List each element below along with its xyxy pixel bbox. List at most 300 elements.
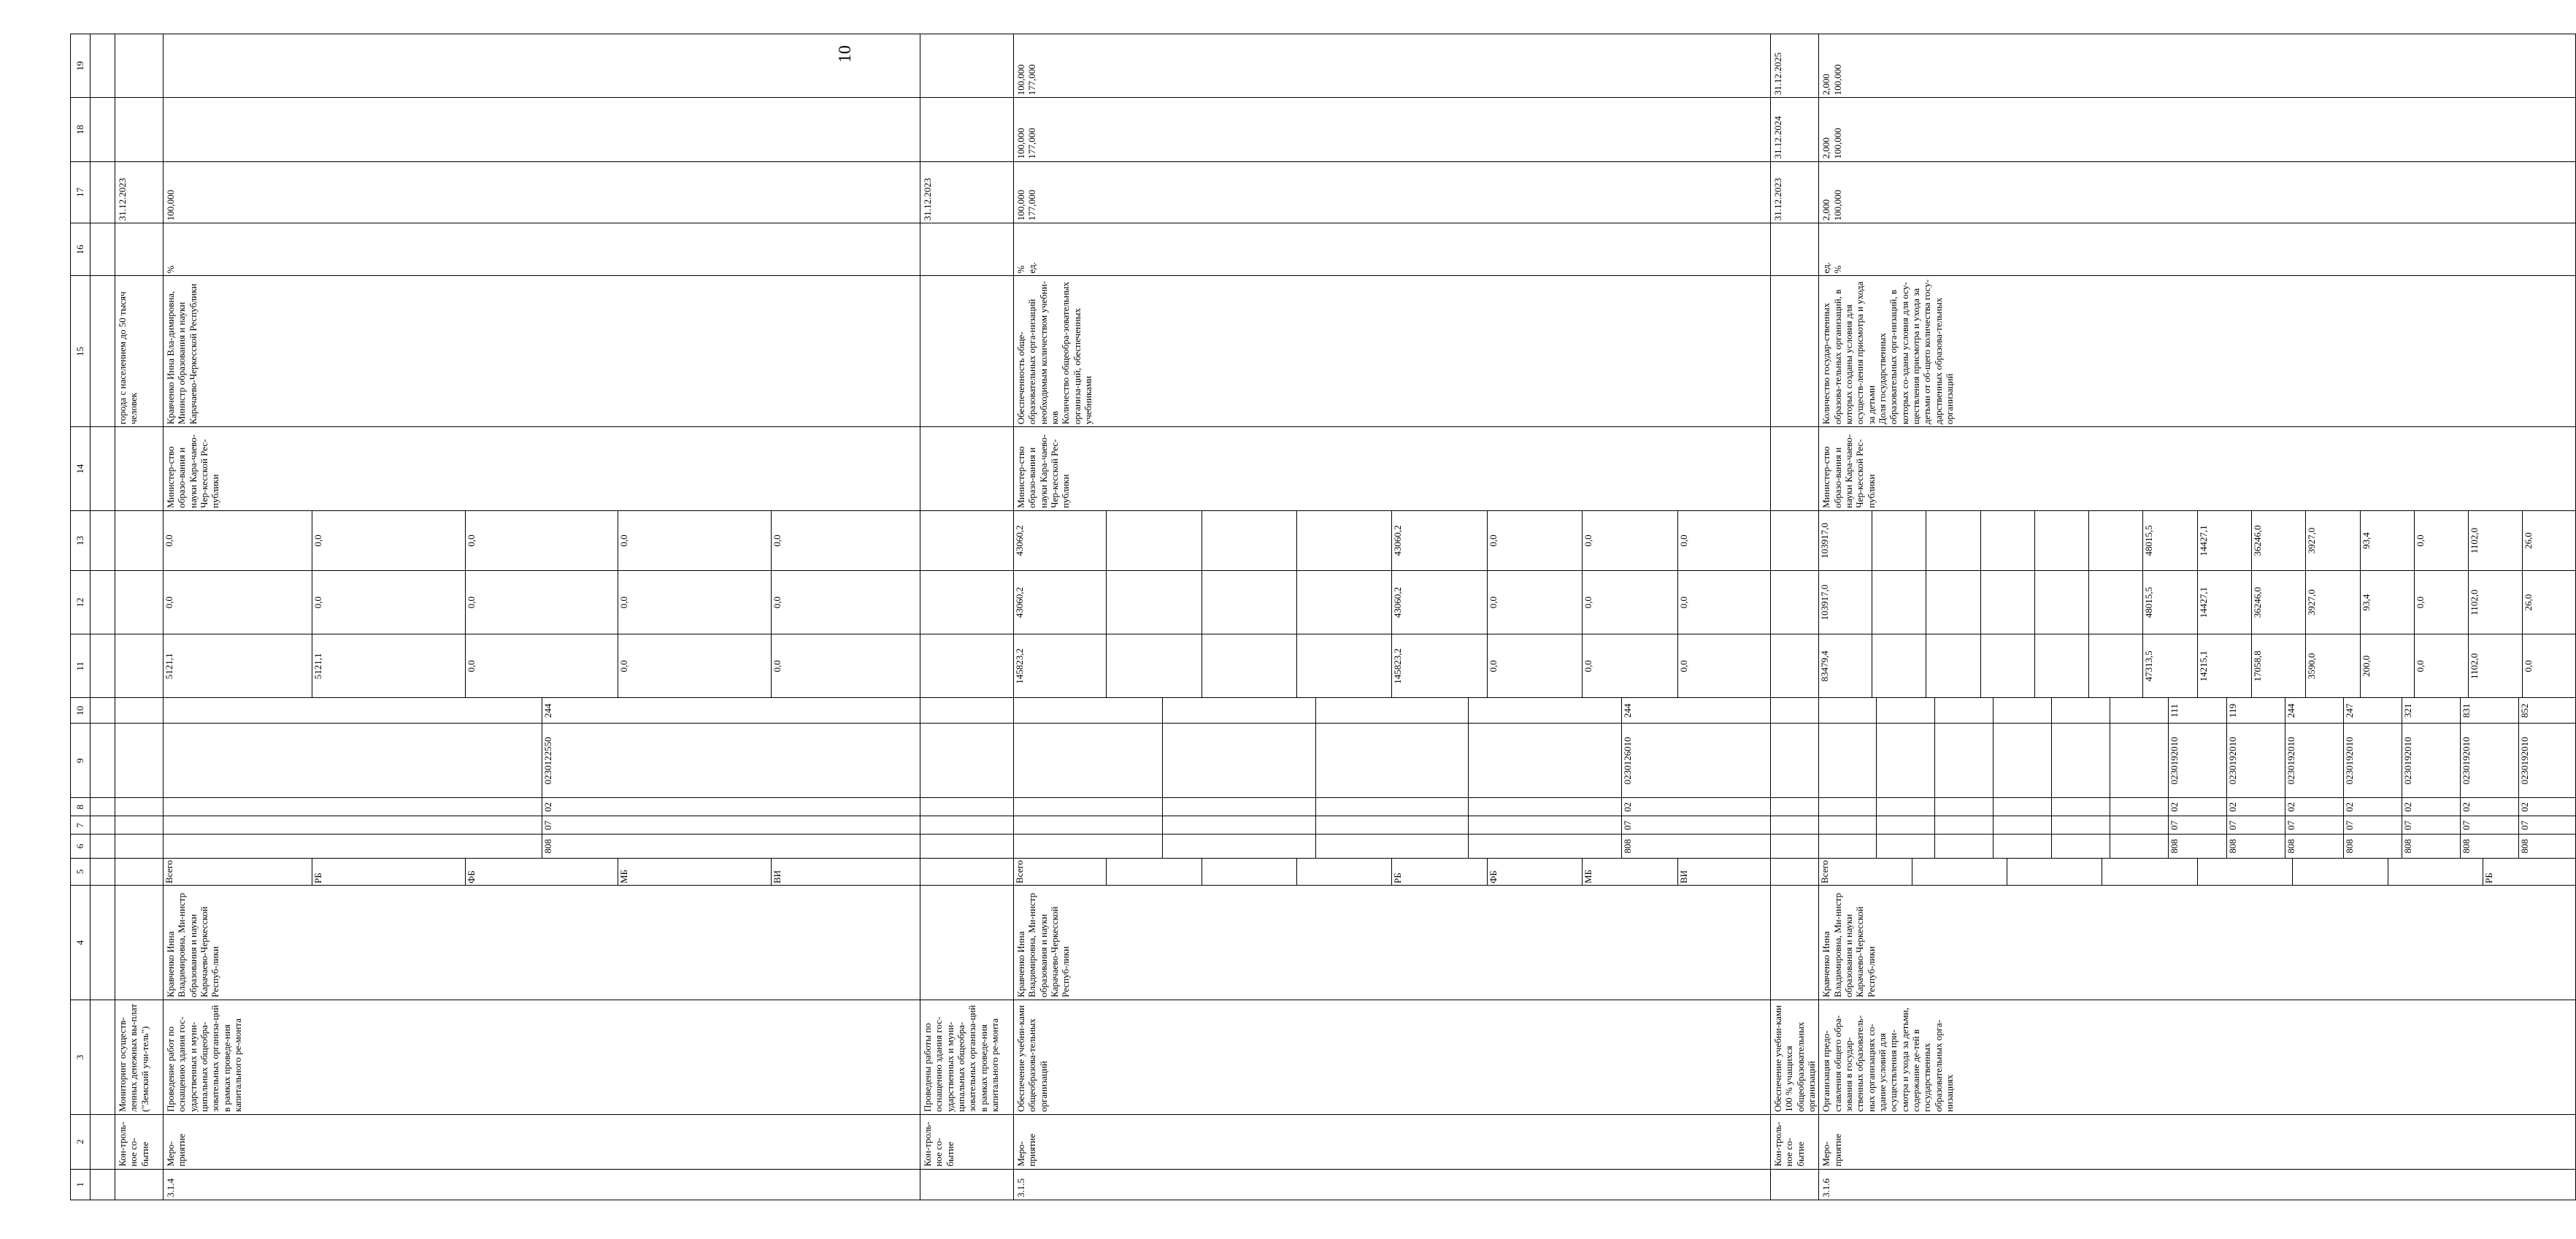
sub-value: 1102,0 [2469,634,2523,697]
sub-value [1819,835,1876,857]
cell-value-2023: 2,000 100,000 [1819,161,2576,223]
sub-value: РБ [2483,872,2494,884]
sub-value [1876,798,1934,816]
cell-type [91,1114,115,1169]
sub-value: 14427,1 [2197,571,2251,634]
sub-value [1107,571,1202,634]
sub-value [1926,511,1980,570]
sub-value [1469,724,1622,797]
cell-unit: % ед. [1014,223,1771,276]
cell-indicator: Обеспеченность обще-образовательных орга-низаций необходимым количеством учебни-ков Количество общеобра-зовательных организа-ций, обеспеченных учебниками [1014,276,1771,427]
sub-value: 02 [2402,798,2460,816]
cell-csr [115,724,164,798]
sub-value [1297,634,1392,697]
sub-values [1819,724,2575,797]
sub-value [2051,724,2110,797]
cell-name: Проведение работ по оснащению здания гос-ударственных и муни-ципальных общеобра-зовательных организа-ций в рамках проведе-ния капитального ре-монта [164,1000,920,1114]
sub-value: 0,0 [2414,511,2468,570]
cell-type: Кон-троль-ное со-бытие [1771,1114,1819,1169]
table-row [91,34,115,1200]
sub-value: 07 [2285,816,2343,834]
sub-value [1912,859,2007,885]
sub-value: 244 [2285,698,2343,723]
sub-value: 0,0 [1677,660,1689,672]
sub-value [1202,634,1296,697]
sub-values [1014,798,1770,816]
sub-value [1934,724,1993,797]
cell-executor [115,427,164,511]
sub-value: 3927,0 [2306,511,2360,570]
cell-num [91,1169,115,1200]
sub-value [1297,571,1392,634]
cell-grbs [91,835,115,858]
sub-value: 02 [2168,798,2226,816]
sub-value [1014,835,1163,857]
sub-value: 145823,2 [1014,634,1107,697]
sub-value [2089,511,2143,570]
sub-value: 36246,0 [2252,511,2306,570]
sub-value: 48015,5 [2143,571,2197,634]
sub-value: 808 [2460,835,2518,857]
cell-indicator [91,276,115,427]
sub-value: 0,0 [1677,597,1689,609]
header-cell-7: 7 [71,816,91,835]
sub-value [1993,835,2051,857]
header-cell-19: 19 [71,34,91,98]
sub-value: 0,0 [465,571,618,634]
sub-value: 808 [2518,839,2530,854]
sub-value: ВИ [771,870,783,884]
sub-value [2034,634,2088,697]
sub-value [2051,698,2110,723]
sub-value [1014,798,1163,816]
cell-value-2023 [91,161,115,223]
sub-value [1163,798,1316,816]
cell-num: 3.1.4 [164,1169,920,1200]
sub-values [164,798,920,816]
sub-value: 3927,0 [2306,571,2360,634]
cell-value-2024 [91,98,115,161]
sub-value [2089,634,2143,697]
cell-sum-2025 [1771,510,1819,570]
sub-value: 0,0 [1677,534,1689,547]
sub-value: 0,0 [2523,660,2534,672]
sub-value [1872,571,1926,634]
sub-value [1107,511,1202,570]
sub-value: 0230192010 [2343,724,2402,797]
sub-value: Всего [1819,859,1912,885]
sub-value [1980,511,2034,570]
sub-value: 3590,0 [2306,634,2360,697]
sub-value [1819,698,1876,723]
sub-value: 0,0 [312,571,466,634]
header-cell-12: 12 [71,571,91,634]
sub-value [1014,724,1163,797]
cell-rz [1819,816,2576,835]
cell-responsible [115,886,164,1000]
cell-value-2023: 100,000 177,000 [1014,161,1771,223]
sub-value [1163,835,1316,857]
sub-value [2197,859,2292,885]
sub-value [1819,798,1876,816]
cell-csr [1014,724,1771,798]
cell-num [1771,1169,1819,1200]
sub-value: ВИ [1677,870,1689,884]
cell-responsible: Кравченко Инна Владимировна, Ми-нистр образования и науки Карачаево-Черкесской Респуб-лики [1819,886,2576,1000]
sub-value: 26,0 [2523,532,2534,549]
cell-sum-2023 [115,634,164,698]
sub-value [1163,698,1316,723]
sub-value [1993,798,2051,816]
sub-value [2007,859,2102,885]
sub-value: Всего [164,859,312,885]
sub-value [1315,798,1469,816]
sub-value [1934,698,1993,723]
sub-value [1876,724,1934,797]
sub-value: 93,4 [2360,511,2414,570]
cell-sum-2025 [920,510,1014,570]
cell-csr [1819,724,2576,798]
cell-sum-2025 [164,510,920,570]
cell-sum-2023 [1771,634,1819,698]
cell-source [1819,858,2576,885]
cell-sum-2023 [164,634,920,698]
sub-value: 83479,4 [1819,634,1872,697]
cell-sum-2024 [1771,571,1819,634]
sub-value: 17058,8 [2252,634,2306,697]
sub-value [1934,835,1993,857]
sub-value: 111 [2168,698,2226,723]
sub-values [1819,816,2575,834]
sub-value: 0,0 [771,597,783,609]
cell-value-2023: 31.12.2023 [1771,161,1819,223]
header-cell-15: 15 [71,276,91,427]
sub-value [1819,816,1876,834]
cell-value-2023: 100,000 [164,161,920,223]
sub-values [1014,724,1770,797]
cell-sum-2024 [115,571,164,634]
sub-value [1107,859,1202,885]
sub-value [164,835,542,857]
sub-value [1469,698,1622,723]
sub-value: 0230192010 [2518,737,2530,785]
cell-num [920,1169,1014,1200]
cell-source [1014,858,1771,885]
cell-source [1771,858,1819,885]
header-cell-2: 2 [71,1114,91,1169]
cell-value-2024: 100,000 177,000 [1014,98,1771,161]
sub-value [1469,798,1622,816]
sub-value: 321 [2402,698,2460,723]
sub-value: 247 [2343,698,2402,723]
sub-value: 119 [2226,698,2285,723]
cell-vr [115,698,164,724]
cell-vr [1771,698,1819,724]
page-number: 10 [836,45,855,63]
cell-sum-2025 [115,510,164,570]
sub-value: 0230192010 [2168,724,2226,797]
sub-value [1876,698,1934,723]
cell-grbs [1014,835,1771,858]
sub-value [2110,698,2168,723]
sub-values [164,511,920,570]
cell-executor [1771,427,1819,511]
sub-value: 02 [2226,798,2285,816]
cell-executor: Министер-ство образо-вания и науки Кара-чаево-Чер-кесской Рес-публики [1014,427,1771,511]
sub-value: 0,0 [1583,634,1677,697]
cell-pr [91,798,115,816]
header-cell-1: 1 [71,1169,91,1200]
sub-value: 43060,2 [1392,571,1487,634]
sub-values [1014,816,1770,834]
cell-sum-2024 [1819,571,2576,634]
cell-responsible [920,886,1014,1000]
sub-values [164,724,920,797]
sub-value [1980,571,2034,634]
sub-value [1872,511,1926,570]
cell-sum-2024 [164,571,920,634]
sub-value [1876,816,1934,834]
sub-value: ФБ [465,859,618,885]
table-row [1771,34,1819,1200]
cell-type: Меро-приятие [1014,1114,1771,1169]
cell-value-2024 [115,98,164,161]
cell-responsible [1771,886,1819,1000]
cell-sum-2023 [920,634,1014,698]
cell-sum-2024 [920,571,1014,634]
rotated-table-frame [70,34,2534,1200]
sub-values [164,571,920,634]
sub-value: 831 [2460,698,2518,723]
cell-grbs [1819,835,2576,858]
sub-value: 808 [2168,835,2226,857]
sub-value [2110,798,2168,816]
header-cell-9: 9 [71,724,91,798]
cell-pr [1819,798,2576,816]
sub-value [2102,859,2197,885]
sub-value: 103917,0 [1819,511,1872,570]
sub-value: 0,0 [2414,571,2468,634]
sub-value: 852 [2518,703,2530,718]
cell-value-2025 [164,34,920,98]
cell-indicator [920,276,1014,427]
cell-pr [115,798,164,816]
sub-value [1993,698,2051,723]
sub-value [1315,698,1469,723]
header-cell-14: 14 [71,427,91,511]
sub-value: 43060,2 [1014,511,1107,570]
sub-value: 07 [1621,820,1633,830]
cell-unit: % [164,223,920,276]
sub-value [1926,634,1980,697]
sub-value [1014,698,1163,723]
sub-values [1014,634,1770,697]
sub-value [1315,835,1469,857]
sub-value [1934,798,1993,816]
cell-csr [91,724,115,798]
cell-value-2025 [920,34,1014,98]
cell-sum-2025 [1014,510,1771,570]
cell-csr [164,724,920,798]
sub-value: 47313,5 [2143,634,2197,697]
sub-value [1107,634,1202,697]
sub-values [1014,859,1770,885]
sub-value: МБ [1583,859,1677,885]
sub-value: 43060,2 [1014,571,1107,634]
cell-grbs [115,835,164,858]
sub-value: 808 [1621,839,1633,854]
sub-values [1819,859,2575,885]
sub-value: 07 [2518,820,2530,830]
header-row [71,34,91,1200]
sub-value: 07 [2226,816,2285,834]
table-row [920,34,1014,1200]
sub-value [1872,634,1926,697]
cell-grbs [1771,835,1819,858]
cell-grbs [920,835,1014,858]
sub-value: 0,0 [1583,571,1677,634]
cell-source [115,858,164,885]
cell-value-2024 [164,98,920,161]
cell-unit [115,223,164,276]
sub-value [2089,571,2143,634]
header-cell-3: 3 [71,1000,91,1114]
header-cell-5: 5 [71,858,91,885]
cell-sum-2023 [1014,634,1771,698]
sub-value: 808 [542,839,553,854]
header-cell-6: 6 [71,835,91,858]
sub-value: 07 [542,820,553,830]
sub-value [1163,724,1316,797]
sub-value [2293,859,2388,885]
sub-values [164,835,920,857]
sub-value: 0230192010 [2402,724,2460,797]
cell-vr [91,698,115,724]
cell-rz [920,816,1014,835]
sub-value: 0,0 [1487,634,1582,697]
sub-value: 0230122550 [542,737,553,785]
cell-name: Проведены работы по оснащению здания гос-ударственных и муни-ципальных общеобра-зовательных организа-ций в рамках проведе-ния капитального ре-монта [920,1000,1014,1114]
cell-executor: Министер-ство образо-вания и науки Кара-чаево-Чер-кесской Рес-публики [1819,427,2576,511]
sub-value: 07 [2460,816,2518,834]
cell-executor [920,427,1014,511]
sub-value [1876,835,1934,857]
sub-value: 07 [2343,816,2402,834]
cell-responsible: Кравченко Инна Владимировна, Ми-нистр образования и науки Карачаево-Черкесской Респуб-лики [164,886,920,1000]
header-cell-17: 17 [71,161,91,223]
cell-pr [920,798,1014,816]
sub-values [164,859,920,885]
sub-value: 48015,5 [2143,511,2197,570]
sub-value: 0,0 [1487,571,1582,634]
cell-value-2023: 31.12.2023 [115,161,164,223]
sub-value: 02 [2285,798,2343,816]
sub-value: 0,0 [771,534,783,547]
cell-sum-2023 [91,634,115,698]
cell-source [164,858,920,885]
sub-value: Всего [1014,859,1107,885]
sub-value: 0230192010 [2460,724,2518,797]
cell-indicator: Кравченко Инна Вла-димировна, Министр образования и науки Карачаево-Черкесской Республики [164,276,920,427]
sub-value: МБ [618,859,772,885]
cell-sum-2025 [1819,510,2576,570]
cell-name [91,1000,115,1114]
sub-value [2034,571,2088,634]
cell-type: Меро-приятие [1819,1114,2576,1169]
cell-csr [920,724,1014,798]
cell-grbs [164,835,920,858]
cell-vr [1819,698,2576,724]
sub-value: 0230126010 [1621,737,1633,785]
sub-values [1819,835,2575,857]
sub-value: 02 [2518,802,2530,812]
sub-value [2051,835,2110,857]
sub-value: 0,0 [465,634,618,697]
sub-value: 02 [542,802,553,812]
sub-value [2034,511,2088,570]
sub-value: 14427,1 [2197,511,2251,570]
cell-name: Обеспечение учебни-ками общеобразова-тельных организаций [1014,1000,1771,1114]
sub-value: 43060,2 [1392,511,1487,570]
cell-csr [1771,724,1819,798]
sub-value: 5121,1 [312,634,466,697]
cell-unit: ед. % [1819,223,2576,276]
cell-vr [1014,698,1771,724]
sub-value: 808 [2343,835,2402,857]
cell-value-2025 [91,34,115,98]
sub-value: 02 [2343,798,2402,816]
cell-name: Организация предо-ставления общего обра-зования в государ-ственных образователь-ных организациях со-здание условий для осуществления при-смотра и ухода за детьми, содержание де-тей в государственных образовательных орга-низациях [1819,1000,2576,1114]
sub-value: 808 [2402,835,2460,857]
sub-value: 5121,1 [164,634,312,697]
cell-pr [1014,798,1771,816]
sub-value [1819,724,1876,797]
cell-indicator [1771,276,1819,427]
cell-source [91,858,115,885]
cell-responsible: Кравченко Инна Владимировна, Ми-нистр образования и науки Карачаево-Черкесской Респуб-лики [1014,886,1771,1000]
cell-executor [91,427,115,511]
sub-value: 0230192010 [2226,724,2285,797]
cell-pr [1771,798,1819,816]
cell-name: Обеспечение учебни-ками 100 % учащихся общеобразовательных организаций [1771,1000,1819,1114]
cell-unit [91,223,115,276]
sub-value: 0,0 [312,511,466,570]
sub-value: 0230192010 [2285,724,2343,797]
sub-value [164,698,542,723]
sub-value [164,724,542,797]
header-cell-13: 13 [71,510,91,570]
cell-num: 3.1.6 [1819,1169,2576,1200]
cell-value-2024: 2,000 100,000 [1819,98,2576,161]
plan-table [70,34,2576,1200]
cell-name: Мониторинг осуществ-ленных денежных вы-плат ("Земский учи-тель") [115,1000,164,1114]
cell-num: 3.1.5 [1014,1169,1771,1200]
cell-pr [164,798,920,816]
cell-sum-2024 [91,571,115,634]
cell-value-2025: 100,000 177,000 [1014,34,1771,98]
sub-value [164,816,542,834]
sub-value [1297,511,1392,570]
sub-value: 808 [2226,835,2285,857]
cell-type: Меро-приятие [164,1114,920,1169]
header-cell-16: 16 [71,223,91,276]
sub-value: 07 [2402,816,2460,834]
sub-value [1014,816,1163,834]
table-row [164,34,920,1200]
sub-value: 244 [1621,703,1633,718]
sub-values [1819,698,2575,723]
cell-rz [1771,816,1819,835]
